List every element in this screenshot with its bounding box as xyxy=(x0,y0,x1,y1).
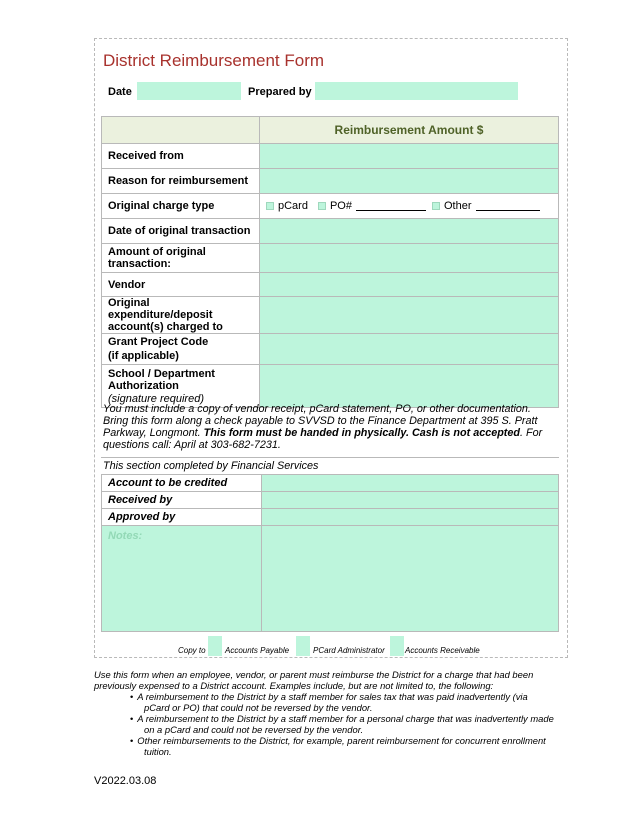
account-credited-label: Account to be credited xyxy=(102,475,262,492)
finance-table xyxy=(101,474,559,632)
school-label-line2: (signature required) xyxy=(108,392,204,405)
grant-label xyxy=(102,334,260,365)
expenditure-label: Original expenditure/deposit account(s) charged to xyxy=(102,297,260,334)
prepared-by-field[interactable] xyxy=(315,82,518,100)
po-checkbox[interactable] xyxy=(318,202,326,210)
header-blank xyxy=(102,117,260,144)
grant-label-line1: Grant Project Code xyxy=(108,336,209,348)
accounts-receivable-label: Accounts Receivable xyxy=(405,646,480,655)
notice-part1: You must include a copy of vendor receipt, pCard statement, PO, or other documentation. Bring this form along a check payable to SVVSD to the Finance Department at 395 S. Pratt Parkway, Longmont. xyxy=(103,403,538,439)
received-from-label: Received from xyxy=(102,144,260,169)
other-option-label: Other xyxy=(443,200,472,212)
help-bullet-3: • Other reimbursements to the District, for example, parent reimbursement for concurrent enrollment tuition. xyxy=(94,735,554,757)
accounts-payable-label: Accounts Payable xyxy=(225,646,290,655)
notice-text xyxy=(103,403,559,451)
pcard-admin-label: PCard Administrator xyxy=(313,646,385,655)
prepared-by-label: Prepared by xyxy=(248,86,312,98)
reason-label: Reason for reimbursement xyxy=(102,169,260,194)
amount-original-field[interactable] xyxy=(260,244,559,273)
form-title: District Reimbursement Form xyxy=(103,51,325,70)
po-number-field[interactable] xyxy=(356,201,426,211)
pcard-checkbox[interactable] xyxy=(266,202,274,210)
amount-original-label: Amount of original transaction: xyxy=(102,244,260,273)
account-credited-field[interactable] xyxy=(262,475,559,492)
received-from-field[interactable] xyxy=(260,144,559,169)
section-divider xyxy=(101,457,559,458)
date-original-label: Date of original transaction xyxy=(102,219,260,244)
accounts-payable-checkbox[interactable] xyxy=(208,636,222,656)
received-by-field[interactable] xyxy=(262,492,559,509)
finance-section-label: This section completed by Financial Services xyxy=(103,460,319,472)
accounts-receivable-checkbox[interactable] xyxy=(390,636,404,656)
school-signature-field[interactable] xyxy=(260,365,559,408)
help-bullet-1: • A reimbursement to the District by a staff member for sales tax that was paid inadvertently (via pCard or PO) that could not be reversed by the vendor. xyxy=(94,691,554,713)
other-field[interactable] xyxy=(476,201,540,211)
notes-label: Notes: xyxy=(108,530,143,542)
copy-to-label: Copy to xyxy=(178,646,206,655)
pcard-option-label: pCard xyxy=(278,200,308,212)
reason-field[interactable] xyxy=(260,169,559,194)
notice-part2: . For questions call: April at 303-682-7231. xyxy=(103,427,543,451)
expenditure-field[interactable] xyxy=(260,297,559,334)
amount-header: Reimbursement Amount $ xyxy=(260,117,559,144)
approved-by-field[interactable] xyxy=(262,509,559,526)
date-field[interactable] xyxy=(137,82,241,100)
po-option-label: PO# xyxy=(329,200,352,212)
reimbursement-table xyxy=(101,116,559,408)
help-section xyxy=(94,669,554,757)
notes-field[interactable] xyxy=(262,526,559,632)
notes-label-cell xyxy=(102,526,262,632)
date-original-field[interactable] xyxy=(260,219,559,244)
version-label: V2022.03.08 xyxy=(94,775,157,787)
date-label: Date xyxy=(108,86,132,98)
other-checkbox[interactable] xyxy=(432,202,440,210)
help-intro: Use this form when an employee, vendor, or parent must reimburse the District for a charge that had been previously expensed to a District account. Examples include, but are not limited to, the following: xyxy=(94,669,534,691)
help-list xyxy=(94,691,554,757)
vendor-label: Vendor xyxy=(102,273,260,297)
help-bullet-2: • A reimbursement to the District by a staff member for a personal charge that was inadvertently made on a pCard and could not be reversed by the vendor. xyxy=(94,713,554,735)
notice-bold: This form must be handed in physically. Cash is not accepted xyxy=(203,427,521,439)
vendor-field[interactable] xyxy=(260,273,559,297)
received-by-label: Received by xyxy=(102,492,262,509)
pcard-admin-checkbox[interactable] xyxy=(296,636,310,656)
school-label-line1: School / Department Authorization xyxy=(108,367,215,392)
school-label xyxy=(102,365,260,408)
charge-type-cell xyxy=(260,194,559,219)
grant-field[interactable] xyxy=(260,334,559,365)
grant-label-line2: (if applicable) xyxy=(108,350,179,362)
approved-by-label: Approved by xyxy=(102,509,262,526)
charge-type-label: Original charge type xyxy=(102,194,260,219)
